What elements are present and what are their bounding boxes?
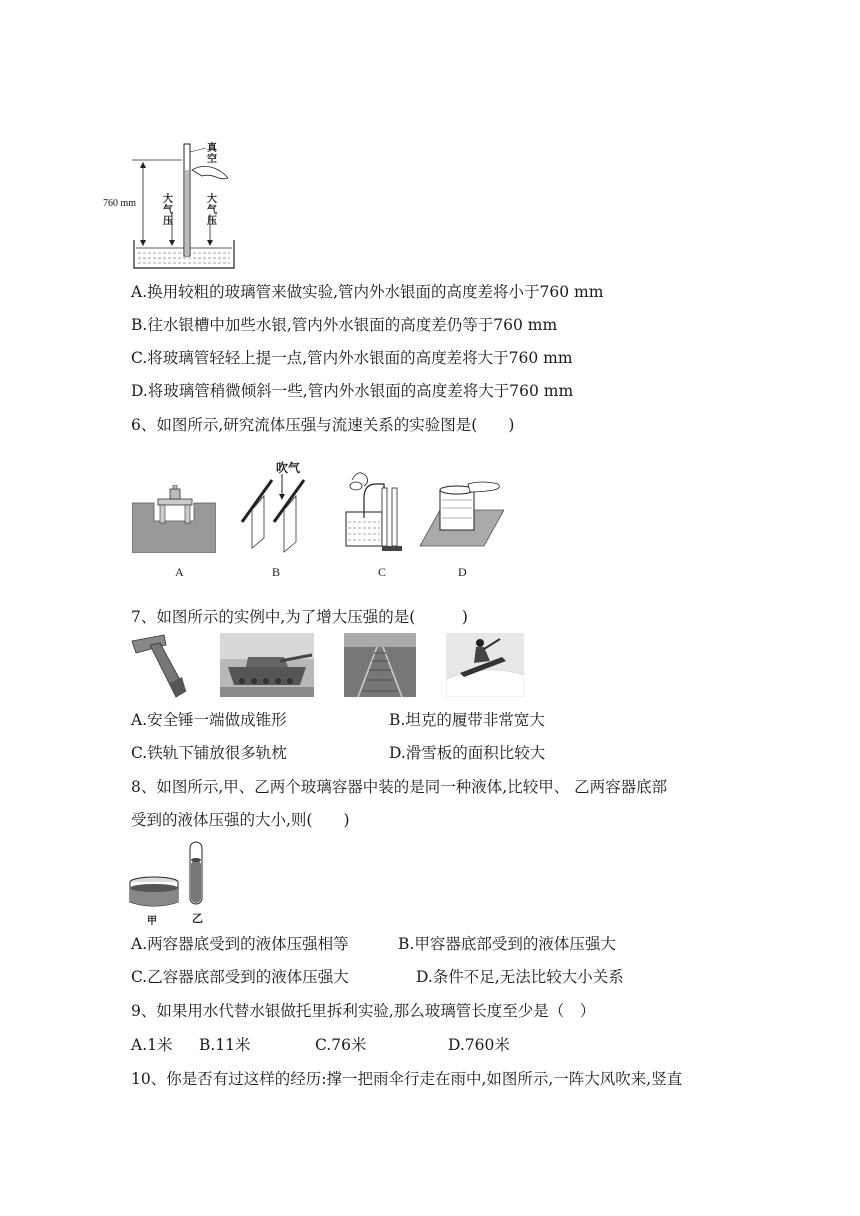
atm-label-left: 大气压 [163, 194, 173, 227]
hammer-icon [130, 633, 192, 699]
q6-label-d: D [458, 565, 467, 579]
q6-label-a: A [175, 565, 184, 579]
torricelli-figure [126, 140, 238, 272]
atm-label-right: 大气压 [207, 194, 217, 227]
q8-option-a: A.两容器底受到的液体压强相等 [131, 935, 349, 953]
blow-label: 吹气 [276, 461, 301, 475]
q8-option-d: D.条件不足,无法比较大小关系 [416, 968, 624, 986]
q8-stem-line2: 受到的液体压强的大小,则( ) [131, 811, 350, 829]
q7-stem: 7、如图所示的实例中,为了增大压强的是( ) [131, 608, 468, 626]
label-jia: 甲 [147, 916, 157, 927]
q7-option-b: B.坦克的履带非常宽大 [389, 711, 545, 729]
q5-option-b: B.往水银槽中加些水银,管内外水银面的高度差仍等于760 mm [131, 316, 558, 334]
q8-option-c: C.乙容器底部受到的液体压强大 [131, 968, 349, 986]
q6-figure-d [418, 478, 504, 558]
q6-label-c: C [378, 565, 387, 579]
q9-stem: 9、如果用水代替水银做托里拆利实验,那么玻璃管长度至少是（ ） [131, 1002, 596, 1020]
q9-option-c: C.76米 [315, 1036, 367, 1054]
q7-option-a: A.安全锤一端做成锥形 [131, 711, 287, 729]
q9-option-b: B.11米 [199, 1036, 251, 1054]
q9-option-d: D.760米 [448, 1036, 510, 1054]
q9-option-a: A.1米 [131, 1036, 173, 1054]
q8-option-b: B.甲容器底部受到的液体压强大 [398, 935, 616, 953]
q5-option-d: D.将玻璃管稍微倾斜一些,管内外水银面的高度差将大于760 mm [131, 382, 574, 400]
q10-stem: 10、你是否有过这样的经历:撑一把雨伞行走在雨中,如图所示,一阵大风吹来,竖直 [131, 1070, 683, 1088]
q6-figure-b [238, 466, 312, 556]
railway-icon [344, 633, 416, 697]
height-label: 760 mm [103, 198, 137, 209]
q6-stem: 6、如图所示,研究流体压强与流速关系的实验图是( ) [131, 416, 515, 434]
q7-option-d: D.滑雪板的面积比较大 [389, 744, 546, 762]
q6-figure-a [132, 485, 216, 553]
q6-label-b: B [272, 565, 281, 579]
q8-stem-line1: 8、如图所示,甲、乙两个玻璃容器中装的是同一种液体,比较甲、 乙两容器底部 [131, 778, 668, 796]
q5-option-a: A.换用较粗的玻璃管来做实验,管内外水银面的高度差将小于760 mm [131, 283, 604, 301]
snowboard-icon [446, 633, 524, 697]
q7-option-c: C.铁轨下铺放很多轨枕 [131, 744, 287, 762]
tank-icon [220, 633, 314, 697]
q6-figure-c [338, 462, 410, 554]
vacuum-label: 真空 [207, 143, 217, 165]
q5-option-c: C.将玻璃管轻轻上提一点,管内外水银面的高度差将大于760 mm [131, 349, 573, 367]
label-yi: 乙 [192, 913, 203, 925]
